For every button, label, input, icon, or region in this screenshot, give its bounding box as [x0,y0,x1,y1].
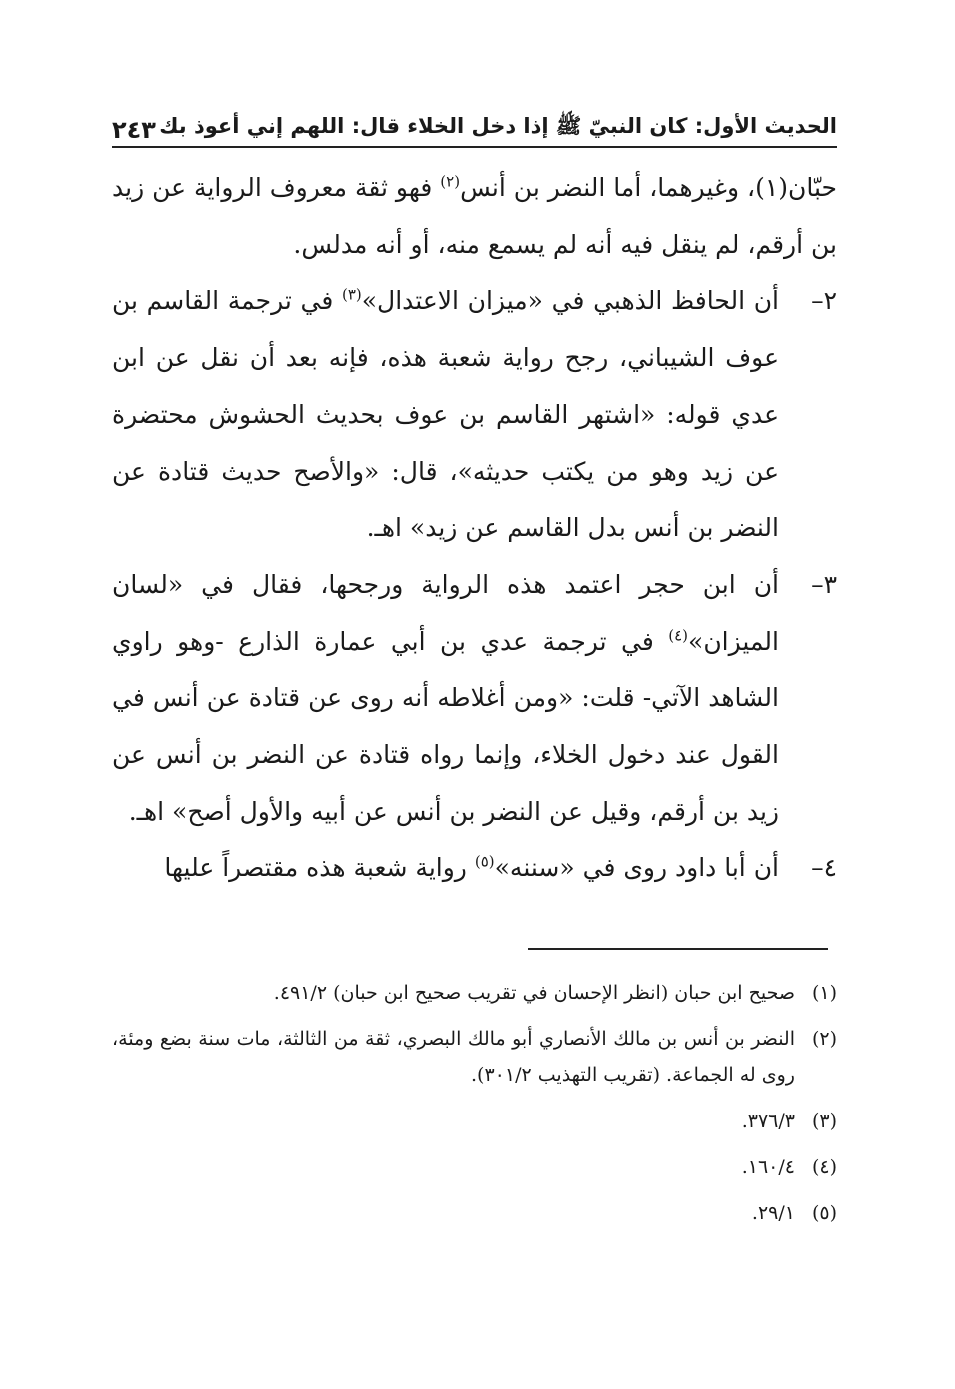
footnote [112,1103,837,1139]
footnote-ref: (٢) [440,172,461,191]
main-text [112,160,837,897]
header-title: الحديث الأول: كان النبيّ ﷺ إذا دخل الخلاء قال: اللهم إني أعوذ بك [159,114,837,138]
footnote-rule [528,948,828,950]
footnote-text: ٢٩/١. [751,1202,795,1224]
item-number: ٢– [811,286,837,316]
footnote-number: (٤) [811,1156,837,1178]
item-number: ٣– [811,569,837,599]
footnote [112,1021,837,1093]
footnote-number: (٥) [811,1202,837,1224]
list-item [112,557,837,841]
footnotes [112,975,837,1241]
footnote-text: صحيح ابن حبان (انظر الإحسان في تقريب صحيح ابن حبان) ٤٩١/٢. [273,982,795,1004]
footnote [112,975,837,1011]
footnote-text: ١٦٠/٤. [741,1156,795,1178]
list-item [112,840,837,897]
footnote-ref: (٣) [341,286,362,305]
footnote-ref: (٤) [668,626,689,645]
footnote [112,1195,837,1231]
intro-paragraph [112,160,837,273]
item-number: ٤– [811,853,837,883]
footnote-number: (٣) [811,1110,837,1132]
header-rule [112,146,837,148]
item-text: أن الحافظ الذهبي في «ميزان الاعتدال»$^{(٣)}$ في ترجمة القاسم بن عوف الشيباني، رجح رواية شعبة هذه، فإنه بعد أن نقل عن ابن عدي قوله: «اشتهر القاسم بن عوف بحديث الحشوش محتضرة عن زيد وهو من يكتب حديثه»، قال: «والأصح حديث قتادة عن النضر بن أنس بدل القاسم عن زيد» اهـ. [112,286,779,543]
item-text: أن ابن حجر اعتمد هذه الرواية ورجحها، فقال في «لسان الميزان»$^{(٤)}$ في ترجمة عدي بن أبي عمارة الذارع -وهو راوي الشاهد الآتي- قلت: «ومن أغلاطه أنه روى عن قتادة عن أنس في القول عند دخول الخلاء، وإنما رواه قتادة عن النضر بن أنس عن زيد بن أرقم، وقيل عن النضر بن أنس عن أبيه والأول أصح» اهـ. [112,569,779,826]
footnote-number: (١) [811,982,837,1004]
item-text: أن أبا داود روى في «سننه»$^{(٥)}$ رواية شعبة هذه مقتصراً عليها [164,853,779,883]
footnote-number: (٢) [811,1028,837,1050]
footnote [112,1149,837,1185]
footnote-text: ٣٧٦/٣. [741,1110,795,1132]
running-header [112,92,837,144]
page-number: ٢٤٣ [112,116,156,144]
intro-text: حبّان(١)، وغيرهما، أما النضر بن أنس$^{(٢)}$ فهو ثقة معروف الرواية عن زيد بن أرقم، لم ينقل فيه أنه لم يسمع منه، أو أنه مدلس. [112,172,837,259]
list-item [112,273,837,557]
footnote-ref: (٥) [474,853,495,872]
footnote-text: النضر بن أنس بن مالك الأنصاري أبو مالك البصري، ثقة من الثالثة، مات سنة بضع ومئة، روى له الجماعة. (تقريب التهذيب ٣٠١/٢). [112,1028,795,1086]
